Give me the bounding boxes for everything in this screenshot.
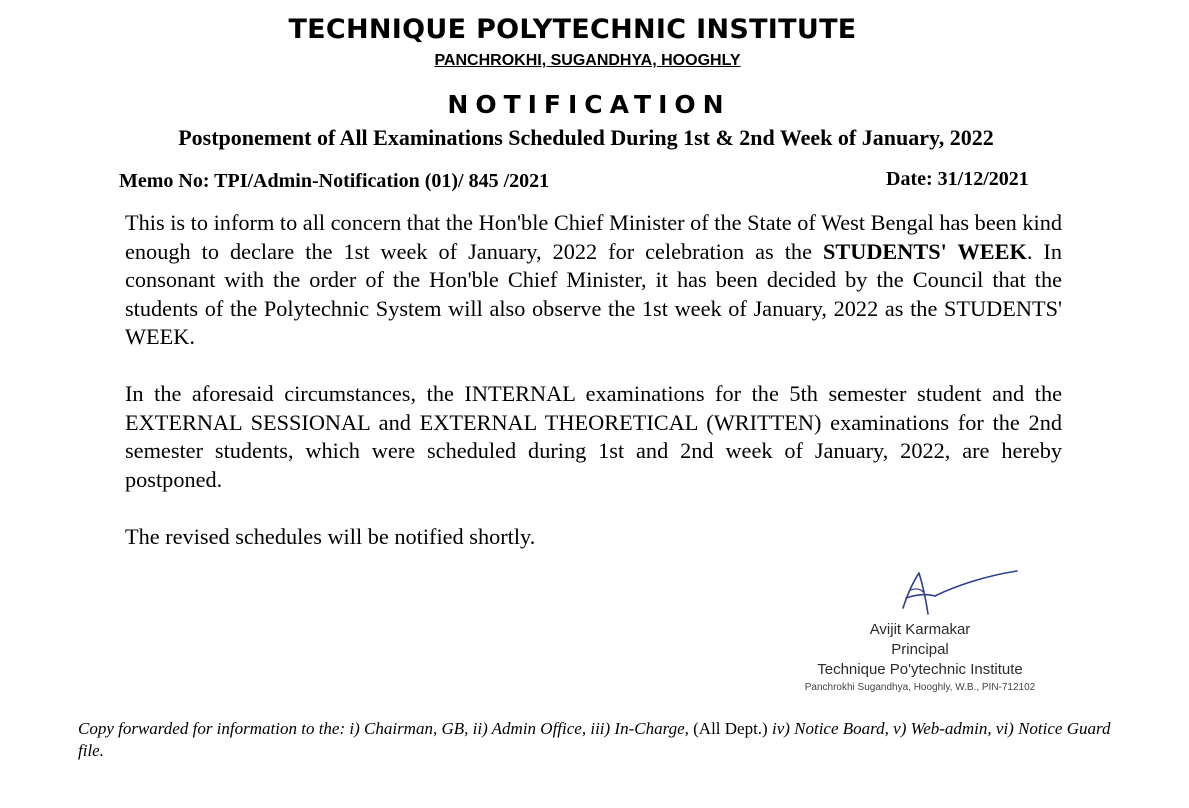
copy-forwarded [78, 718, 1138, 762]
signatory-institute: Technique Po'ytechnic Institute [817, 661, 1023, 678]
paragraph-1 [125, 209, 1062, 352]
signatory-address: Panchrokhi Sugandhya, Hooghly, W.B., PIN-712102 [804, 682, 1036, 693]
paragraph-2: In the aforesaid circumstances, the INTERNAL examinations for the 5th semester student and the EXTERNAL SESSIONAL and EXTERNAL THEORETICAL (WRITTEN) examinations for the 2nd semester students, which were scheduled during 1st and 2nd week of January, 2022, are hereby postponed. [125, 381, 1062, 492]
signature-image [895, 568, 1020, 620]
copy-forwarded-text-a: Copy forwarded for information to the: i) Chairman, GB, ii) Admin Office, iii) In-Charge, [78, 719, 689, 738]
signatory-name: Avijit Karmakar [869, 621, 971, 638]
notice-date: Date: 31/12/2021 [886, 168, 1029, 190]
all-departments: (All Dept.) [693, 719, 768, 738]
paragraph-1-text-b: . In consonant with the order of the Hon'ble Chief Minister, it has been decided by the Council that the students of the Polytechnic System will also observe the 1st week of January, 2022 as the STUDENTS' WEEK. [125, 238, 1062, 349]
signatory-block [780, 620, 1060, 695]
students-week-bold: STUDENTS' WEEK [822, 238, 1027, 264]
institute-name: TECHNIQUE POLYTECHNIC INSTITUTE [288, 14, 857, 45]
paragraph-3: The revised schedules will be notified shortly. [125, 524, 536, 549]
signatory-designation: Principal [891, 641, 949, 658]
paragraph-1-text-a: This is to inform to all concern that the Hon'ble Chief Minister of the State of West Bengal has been kind enough to declare the 1st week of January, 2022 for celebration as the [125, 210, 1062, 264]
memo-number: Memo No: TPI/Admin-Notification (01)/ 845 /2021 [119, 170, 550, 192]
copy-forwarded-text-b: iv) Notice Board, v) Web-admin, vi) Notice Guard file. [78, 719, 1111, 760]
notification-heading: NOTIFICATION [447, 90, 731, 119]
institute-address: PANCHROKHI, SUGANDHYA, HOOGHLY [434, 52, 741, 69]
notification-subject: Postponement of All Examinations Scheduled During 1st & 2nd Week of January, 2022 [178, 125, 994, 150]
